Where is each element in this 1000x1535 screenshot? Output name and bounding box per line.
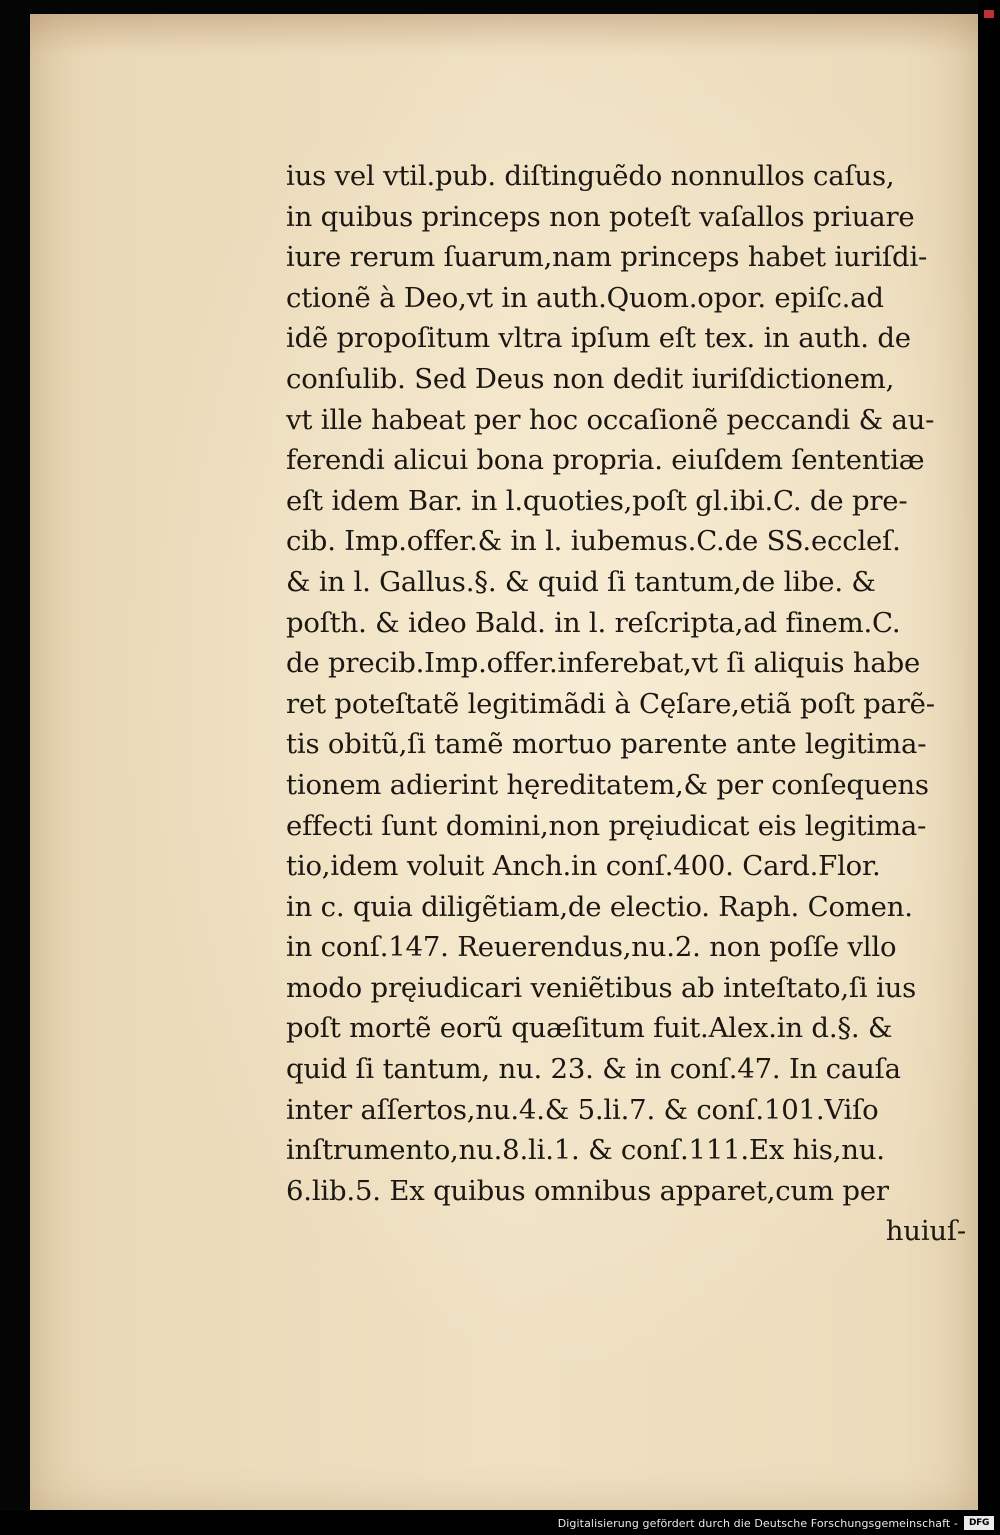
funding-credit: Digitalisierung gefördert durch die Deutsche Forschungsgemeinschaft - [557,1516,958,1530]
text-line: tis obitũ,ſi tamẽ mortuo parente ante legitima- [286,728,927,761]
text-line: quid ſi tantum, nu. 23. & in conſ.47. In cauſa [286,1053,901,1086]
text-line: in c. quia diligẽtiam,de electio. Raph. Comen. [286,890,913,923]
text-line: ius vel vtil.pub. diſtinguẽdo nonnullos caſus, [286,160,895,192]
text-line: idẽ propoſitum vltra ipſum eſt tex. in auth. de [286,322,911,355]
text-line: vt ille habeat per hoc occaſionẽ peccandi & au- [286,403,935,436]
text-line: & in l. Gallus.§. & quid ſi tantum,de libe. & [286,565,876,598]
footer-bar [0,1511,1000,1535]
text-line: inſtrumento,nu.8.li.1. & conſ.111.Ex his,nu. [286,1134,885,1167]
text-line: ferendi alicui bona propria. eiuſdem ſententiæ [286,444,925,477]
right-border [978,0,1000,1535]
text-line: modo pręiudicari veniẽtibus ab inteſtato,ſi ius [286,971,917,1004]
text-line: conſulib. Sed Deus non dedit iuriſdictionem, [286,362,895,395]
text-line: poſth. & ideo Bald. in l. reſcripta,ad finem.C. [286,606,901,639]
catchword: huiuſ- [885,1215,966,1248]
text-line: tionem adierint hęreditatem,& per conſequens [286,768,929,801]
color-marker [984,10,994,18]
text-line: effecti ſunt domini,non pręiudicat eis legitima- [286,809,927,842]
text-line: tio,idem voluit Anch.in conſ.400. Card.Flor. [286,850,881,883]
text-line: de precib.Imp.offer.inferebat,vt ſi aliquis habe [286,647,921,680]
text-line: eſt idem Bar. in l.quoties,poſt gl.ibi.C. de pre- [286,484,908,517]
dfg-logo-icon: DFG [964,1516,994,1530]
text-line: in quibus princeps non poteſt vaſallos priuare [286,200,915,233]
text-line: ret poteſtatẽ legitimãdi à Cęſare,etiã poſt parẽ- [286,687,935,720]
text-line: 6.lib.5. Ex quibus omnibus apparet,cum per [286,1174,889,1207]
text-line: in conſ.147. Reuerendus,nu.2. non poſſe vllo [286,931,897,964]
scanned-page [30,14,978,1510]
text-line: iure rerum ſuarum,nam princeps habet iuriſdi- [286,241,928,274]
text-line: ctionẽ à Deo,vt in auth.Quom.opor. epiſc.ad [286,281,884,314]
text-line: poſt mortẽ eorũ quæſitum fuit.Alex.in d.§. & [286,1012,893,1045]
page-text [286,156,966,1252]
text-line: inter aſſertos,nu.4.& 5.li.7. & conſ.101.Viſo [286,1093,879,1126]
text-line: cib. Imp.offer.& in l. iubemus.C.de SS.eccleſ. [286,525,901,558]
